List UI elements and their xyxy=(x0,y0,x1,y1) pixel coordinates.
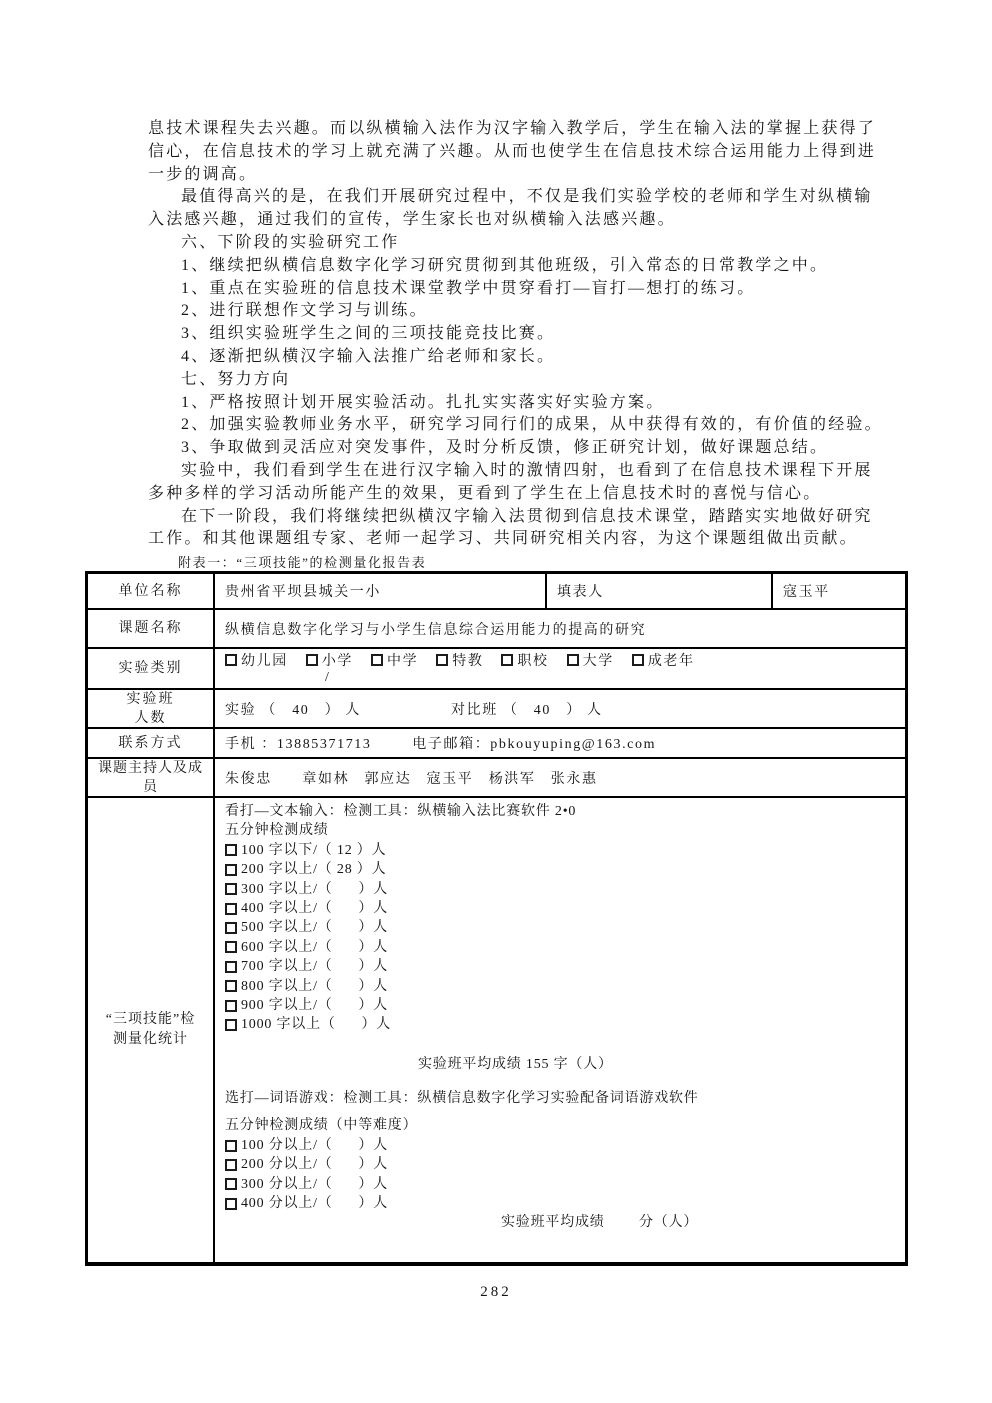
checkbox-icon[interactable] xyxy=(225,1000,237,1012)
skills-block2-title xyxy=(225,1089,905,1108)
skill-item xyxy=(225,1175,905,1194)
skills-block2-items xyxy=(225,1136,905,1214)
skills-block2-title-text: 选打—词语游戏：检测工具：纵横信息数字化学习实验配备词语游戏软件 xyxy=(225,1091,699,1107)
contact-label: 联系方式 xyxy=(118,735,183,751)
skill-item-label: 100 字以下/（ 12 ）人 xyxy=(241,842,387,858)
skills-content-cell xyxy=(215,798,905,1262)
skill-item xyxy=(225,996,905,1015)
table-row-contact xyxy=(88,729,905,759)
checkbox-icon[interactable] xyxy=(225,654,237,666)
skill-item xyxy=(225,977,905,996)
size-experiment-value: 实验 （ 40 ） 人 xyxy=(225,702,361,718)
body-text-block xyxy=(148,118,883,551)
checkbox-icon[interactable] xyxy=(225,1178,237,1190)
skill-item-label: 200 分以上/（ ）人 xyxy=(241,1157,388,1173)
skill-item-label: 800 字以上/（ ）人 xyxy=(241,978,388,994)
size-control-value: 对比班 （ 40 ） 人 xyxy=(451,702,603,718)
checkbox-icon[interactable] xyxy=(306,654,318,666)
category-option xyxy=(632,650,695,670)
skill-item xyxy=(225,841,905,860)
body-line: 一步的调高。 xyxy=(148,165,258,183)
unit-value: 贵州省平坝县城关一小 xyxy=(225,585,381,600)
checkbox-icon[interactable] xyxy=(371,654,383,666)
skills-label-cell xyxy=(88,798,215,1262)
size-label-line2: 人数 xyxy=(134,710,167,726)
skills-label-line2: 测量化统计 xyxy=(113,1032,188,1047)
category-option xyxy=(501,650,548,670)
skill-item xyxy=(225,918,905,937)
body-line: 3、组织实验班学生之间的三项技能竞技比赛。 xyxy=(181,325,556,343)
checkbox-icon[interactable] xyxy=(225,883,237,895)
unit-label-cell xyxy=(88,574,215,608)
body-line: 六、下阶段的实验研究工作 xyxy=(181,233,400,251)
category-option-label: 职校 xyxy=(517,654,549,669)
body-line: 1、重点在实验班的信息技术课堂教学中贯穿看打—盲打—想打的练习。 xyxy=(181,279,756,297)
category-option xyxy=(436,650,483,670)
skills-block1-average xyxy=(225,1055,905,1074)
skill-item xyxy=(225,957,905,976)
contact-value: 手机 ：13885371713 电子邮箱：pbkouyuping@163.com xyxy=(225,737,657,752)
skill-item xyxy=(225,1194,905,1213)
table-row-skills xyxy=(88,798,905,1262)
contact-value-cell xyxy=(215,729,905,757)
members-value-cell xyxy=(215,759,905,796)
body-line: 2、进行联想作文学习与训练。 xyxy=(181,302,428,320)
members-value: 朱俊忠 章如林 郭应达 寇玉平 杨洪军 张永惠 xyxy=(225,771,598,787)
filler-label-cell xyxy=(547,574,773,608)
checkbox-icon[interactable] xyxy=(225,922,237,934)
skills-block1-subtitle xyxy=(225,821,905,840)
skill-item xyxy=(225,899,905,918)
size-value-cell xyxy=(215,690,905,727)
skills-label-line1: “三项技能”检 xyxy=(105,1012,196,1027)
skill-item-label: 100 分以上/（ ）人 xyxy=(241,1137,388,1153)
skills-block1-items xyxy=(225,841,905,1035)
skill-item xyxy=(225,860,905,879)
filler-label: 填表人 xyxy=(557,585,604,600)
skills-block1-title-text: 看打—文本输入：检测工具：纵横输入法比赛软件 2•0 xyxy=(225,804,577,819)
skill-item-label: 500 字以上/（ ）人 xyxy=(241,920,388,936)
category-options xyxy=(225,651,713,670)
unit-value-cell xyxy=(215,574,547,608)
skills-block1-title xyxy=(225,802,905,821)
skill-item-label: 700 字以上/（ ）人 xyxy=(241,959,388,975)
members-label-line2: 员 xyxy=(143,779,158,795)
topic-value: 纵横信息数字化学习与小学生信息综合运用能力的提高的研究 xyxy=(225,622,647,638)
skill-item-label: 900 字以上/（ ）人 xyxy=(241,997,388,1013)
filler-value: 寇玉平 xyxy=(783,585,830,600)
skill-item xyxy=(225,938,905,957)
category-label: 实验类别 xyxy=(118,661,183,676)
contact-label-cell xyxy=(88,729,215,757)
body-line: 信心，在信息技术的学习上就充满了兴趣。从而也使学生在信息技术综合运用能力上得到进 xyxy=(148,142,877,160)
body-line: 入法感兴趣，通过我们的宣传，学生家长也对纵横输入法感兴趣。 xyxy=(148,211,676,229)
body-line: 1、继续把纵横信息数字化学习研究贯彻到其他班级，引入常态的日常教学之中。 xyxy=(181,256,829,274)
category-option xyxy=(567,650,614,670)
checkbox-icon[interactable] xyxy=(225,1019,237,1031)
topic-label: 课题名称 xyxy=(118,621,183,636)
skill-item-label: 200 字以上/（ 28 ）人 xyxy=(241,862,387,878)
skill-item-label: 400 字以上/（ ）人 xyxy=(241,900,388,916)
skill-item xyxy=(225,1015,905,1034)
checkbox-icon[interactable] xyxy=(225,864,237,876)
skill-item-label: 400 分以上/（ ）人 xyxy=(241,1196,388,1212)
skills-block2-average-text: 实验班平均成绩 分（人） xyxy=(501,1215,699,1231)
category-option xyxy=(225,650,288,670)
skills-block2-subtitle xyxy=(225,1116,905,1135)
checkbox-icon[interactable] xyxy=(436,654,448,666)
category-option xyxy=(306,650,353,670)
skill-item-label: 300 字以上/（ ）人 xyxy=(241,881,388,897)
body-line: 工作。和其他课题组专家、老师一起学习、共同研究相关内容，为这个课题组做出贡献。 xyxy=(148,530,858,548)
checkbox-icon[interactable] xyxy=(225,1159,237,1171)
table-caption: 附表一：“三项技能”的检测量化报告表 xyxy=(178,555,427,570)
body-line: 在下一阶段，我们将继续把纵横汉字输入法贯彻到信息技术课堂，踏踏实实地做好研究 xyxy=(181,507,873,525)
unit-label: 单位名称 xyxy=(118,583,183,599)
checkbox-icon[interactable] xyxy=(225,961,237,973)
size-label-cell xyxy=(88,690,215,727)
category-value-cell xyxy=(215,649,905,688)
category-option-label: 特教 xyxy=(452,654,484,669)
category-slash: / xyxy=(325,669,329,685)
category-option-label: 成老年 xyxy=(647,654,695,669)
body-line: 1、严格按照计划开展实验活动。扎扎实实落实好实验方案。 xyxy=(181,393,665,411)
table-row-category xyxy=(88,649,905,690)
filler-value-cell xyxy=(773,574,905,608)
skills-block1-subtitle-text: 五分钟检测成绩 xyxy=(225,823,329,839)
skill-item xyxy=(225,1136,905,1155)
checkbox-icon[interactable] xyxy=(501,654,513,666)
body-line: 七、努力方向 xyxy=(181,370,291,388)
topic-value-cell xyxy=(215,610,905,647)
body-line: 实验中，我们看到学生在进行汉字输入时的激情四射，也看到了在信息技术课程下开展 xyxy=(181,461,873,479)
category-option xyxy=(371,650,418,670)
category-option-label: 小学 xyxy=(321,654,354,669)
members-label-cell xyxy=(88,759,215,796)
table-row-members xyxy=(88,759,905,798)
checkbox-icon[interactable] xyxy=(225,941,237,953)
checkbox-icon[interactable] xyxy=(225,844,237,856)
skill-item xyxy=(225,880,905,899)
skill-item-label: 300 分以上/（ ）人 xyxy=(241,1176,388,1192)
skill-item-label: 600 字以上/（ ）人 xyxy=(241,939,388,955)
body-line: 多种多样的学习活动所能产生的效果，更看到了学生在上信息技术时的喜悦与信心。 xyxy=(148,484,822,502)
category-option-label: 中学 xyxy=(387,654,419,669)
skills-block2-average xyxy=(225,1213,905,1232)
skill-item xyxy=(225,1155,905,1174)
category-option-label: 幼儿园 xyxy=(241,654,288,669)
page-number: 282 xyxy=(480,1284,512,1300)
members-label-line1: 课题主持人及成 xyxy=(98,760,203,776)
table-row-unit xyxy=(88,574,905,610)
category-label-cell xyxy=(88,649,215,688)
report-table xyxy=(85,571,908,1266)
body-line: 最值得高兴的是，在我们开展研究过程中，不仅是我们实验学校的老师和学生对纵横输 xyxy=(181,188,873,206)
checkbox-icon[interactable] xyxy=(632,654,644,666)
skills-block2-subtitle-text: 五分钟检测成绩（中等难度） xyxy=(225,1118,418,1134)
body-line: 4、逐渐把纵横汉字输入法推广给老师和家长。 xyxy=(181,347,556,365)
checkbox-icon[interactable] xyxy=(567,654,579,666)
checkbox-icon[interactable] xyxy=(225,1198,237,1210)
size-label-line1: 实验班 xyxy=(126,691,175,707)
checkbox-icon[interactable] xyxy=(225,903,237,915)
checkbox-icon[interactable] xyxy=(225,980,237,992)
table-row-topic xyxy=(88,610,905,649)
body-line: 2、加强实验教师业务水平，研究学习同行们的成果，从中获得有效的，有价值的经验。 xyxy=(181,416,883,434)
skills-block1-average-text: 实验班平均成绩 155 字（人） xyxy=(418,1056,613,1072)
table-row-size xyxy=(88,690,905,729)
body-line: 3、争取做到灵活应对突发事件，及时分析反馈，修正研究计划，做好课题总结。 xyxy=(181,439,829,457)
skill-item-label: 1000 字以上（ ）人 xyxy=(241,1017,392,1033)
body-line: 息技术课程失去兴趣。而以纵横输入法作为汉字输入教学后，学生在输入法的掌握上获得了 xyxy=(148,120,877,137)
category-option-label: 大学 xyxy=(582,654,614,669)
topic-label-cell xyxy=(88,610,215,647)
checkbox-icon[interactable] xyxy=(225,1140,237,1152)
